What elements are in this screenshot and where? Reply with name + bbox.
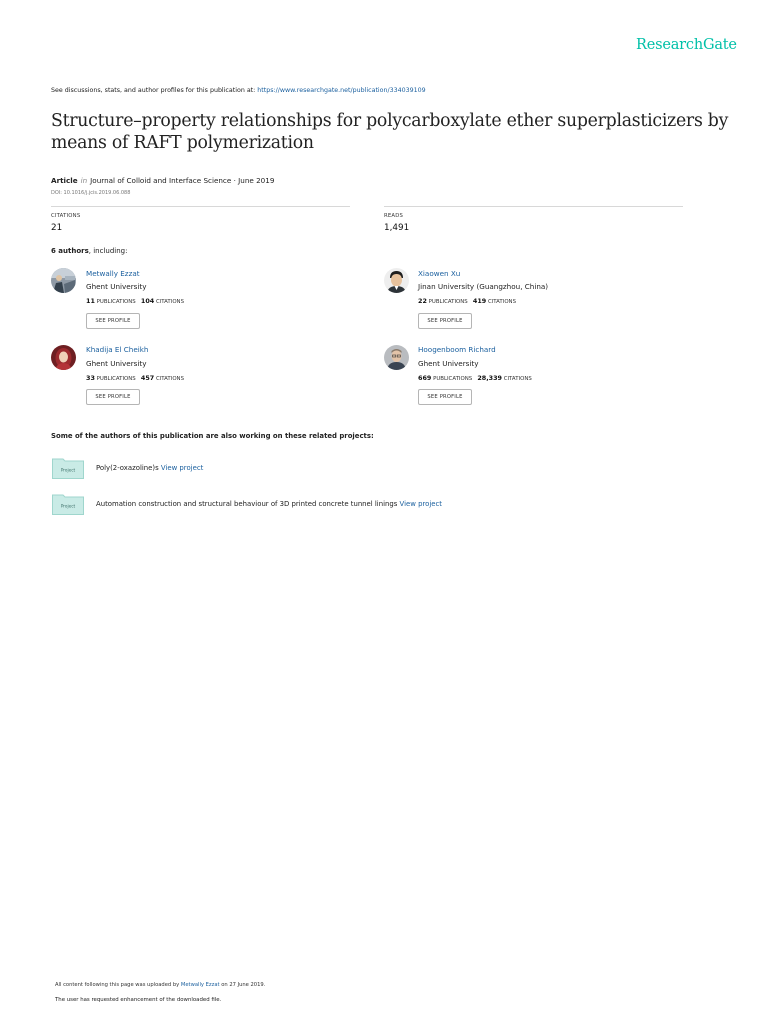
author-institution: Ghent University bbox=[86, 282, 147, 291]
project-title: Poly(2-oxazoline)s bbox=[96, 464, 159, 472]
upload-suffix: on 27 June 2019. bbox=[221, 982, 266, 988]
journal-name: Journal of Colloid and Interface Science · June 2019 bbox=[90, 176, 275, 185]
authors-suffix: , including: bbox=[88, 247, 128, 255]
avatar-photo-icon bbox=[384, 345, 409, 370]
reads-label: READS bbox=[384, 213, 404, 219]
publications-label: PUBLICATIONS bbox=[433, 376, 473, 382]
article-meta bbox=[51, 176, 274, 185]
see-discussions-text: See discussions, stats, and author profiles for this publication at: bbox=[51, 87, 256, 94]
author-institution: Jinan University (Guangzhou, China) bbox=[418, 282, 549, 291]
author-institution: Ghent University bbox=[418, 359, 479, 368]
publications-label: PUBLICATIONS bbox=[96, 299, 136, 305]
citations-label: CITATIONS bbox=[51, 213, 81, 219]
folder-icon bbox=[52, 493, 84, 515]
authors-header bbox=[51, 247, 127, 255]
divider-right bbox=[384, 206, 683, 207]
publication-count: 11 bbox=[86, 297, 95, 305]
citations-count: 21 bbox=[51, 223, 63, 233]
authors-count: 6 authors bbox=[51, 247, 89, 255]
project-title: Automation construction and structural behaviour of 3D printed concrete tunnel linings bbox=[96, 500, 398, 508]
publication-count: 33 bbox=[86, 374, 95, 382]
avatar-photo-icon bbox=[51, 345, 76, 370]
researchgate-logo[interactable]: ResearchGate bbox=[636, 37, 737, 53]
avatar-photo-icon bbox=[384, 268, 409, 293]
upload-prefix: All content following this page was uploaded by bbox=[55, 982, 180, 988]
publication-url-link[interactable]: https://www.researchgate.net/publication/334039109 bbox=[257, 87, 426, 94]
author-citation-count: 28,339 bbox=[477, 374, 502, 382]
publications-label: PUBLICATIONS bbox=[428, 299, 468, 305]
author-citation-count: 457 bbox=[140, 374, 155, 382]
author-name-link[interactable]: Hoogenboom Richard bbox=[418, 345, 496, 354]
author-citations-label: CITATIONS bbox=[503, 376, 532, 382]
author-citation-count: 419 bbox=[472, 297, 487, 305]
see-profile-button[interactable]: SEE PROFILE bbox=[418, 389, 472, 405]
folder-icon bbox=[52, 457, 84, 479]
author-citation-count: 104 bbox=[140, 297, 155, 305]
author-stats bbox=[86, 374, 184, 382]
author-stats bbox=[418, 374, 532, 382]
project-icon-label: Project bbox=[60, 503, 76, 509]
project-folder-icon bbox=[52, 457, 84, 479]
see-profile-button[interactable]: SEE PROFILE bbox=[86, 313, 140, 329]
doi-text: DOI: 10.1016/j.jcis.2019.06.088 bbox=[51, 190, 131, 196]
divider-left bbox=[51, 206, 350, 207]
enhancement-note: The user has requested enhancement of the downloaded file. bbox=[55, 997, 222, 1003]
author-avatar[interactable] bbox=[384, 268, 409, 293]
page-title: Structure–property relationships for polycarboxylate ether superplasticizers by means of RAFT polymerization bbox=[51, 111, 729, 153]
avatar-photo-icon bbox=[51, 268, 76, 293]
author-citations-label: CITATIONS bbox=[487, 299, 517, 305]
see-profile-button[interactable]: SEE PROFILE bbox=[418, 313, 472, 329]
author-institution: Ghent University bbox=[86, 359, 147, 368]
view-project-link[interactable]: View project bbox=[160, 464, 204, 472]
related-project-item bbox=[96, 500, 442, 508]
uploader-link[interactable]: Metwally Ezzat bbox=[180, 982, 220, 988]
author-citations-label: CITATIONS bbox=[155, 299, 185, 305]
author-name-link[interactable]: Khadija El Cheikh bbox=[86, 345, 149, 354]
project-icon-label: Project bbox=[60, 467, 76, 473]
author-stats bbox=[418, 297, 516, 305]
related-project-item bbox=[96, 464, 203, 472]
publication-count: 669 bbox=[418, 374, 432, 382]
author-avatar[interactable] bbox=[384, 345, 409, 370]
see-profile-button[interactable]: SEE PROFILE bbox=[86, 389, 140, 405]
see-discussions-line bbox=[51, 87, 426, 94]
author-avatar[interactable] bbox=[51, 268, 76, 293]
publication-count: 22 bbox=[418, 297, 427, 305]
view-project-link[interactable]: View project bbox=[399, 500, 443, 508]
project-folder-icon bbox=[52, 493, 84, 515]
publications-label: PUBLICATIONS bbox=[96, 376, 136, 382]
article-type: Article bbox=[51, 176, 78, 185]
author-name-link[interactable]: Metwally Ezzat bbox=[86, 269, 140, 278]
article-in: in bbox=[80, 176, 88, 185]
author-stats bbox=[86, 297, 184, 305]
related-projects-header: Some of the authors of this publication are also working on these related projects: bbox=[51, 432, 374, 440]
author-citations-label: CITATIONS bbox=[155, 376, 185, 382]
upload-note bbox=[55, 982, 265, 988]
author-name-link[interactable]: Xiaowen Xu bbox=[418, 269, 461, 278]
author-avatar[interactable] bbox=[51, 345, 76, 370]
reads-count: 1,491 bbox=[384, 223, 410, 233]
